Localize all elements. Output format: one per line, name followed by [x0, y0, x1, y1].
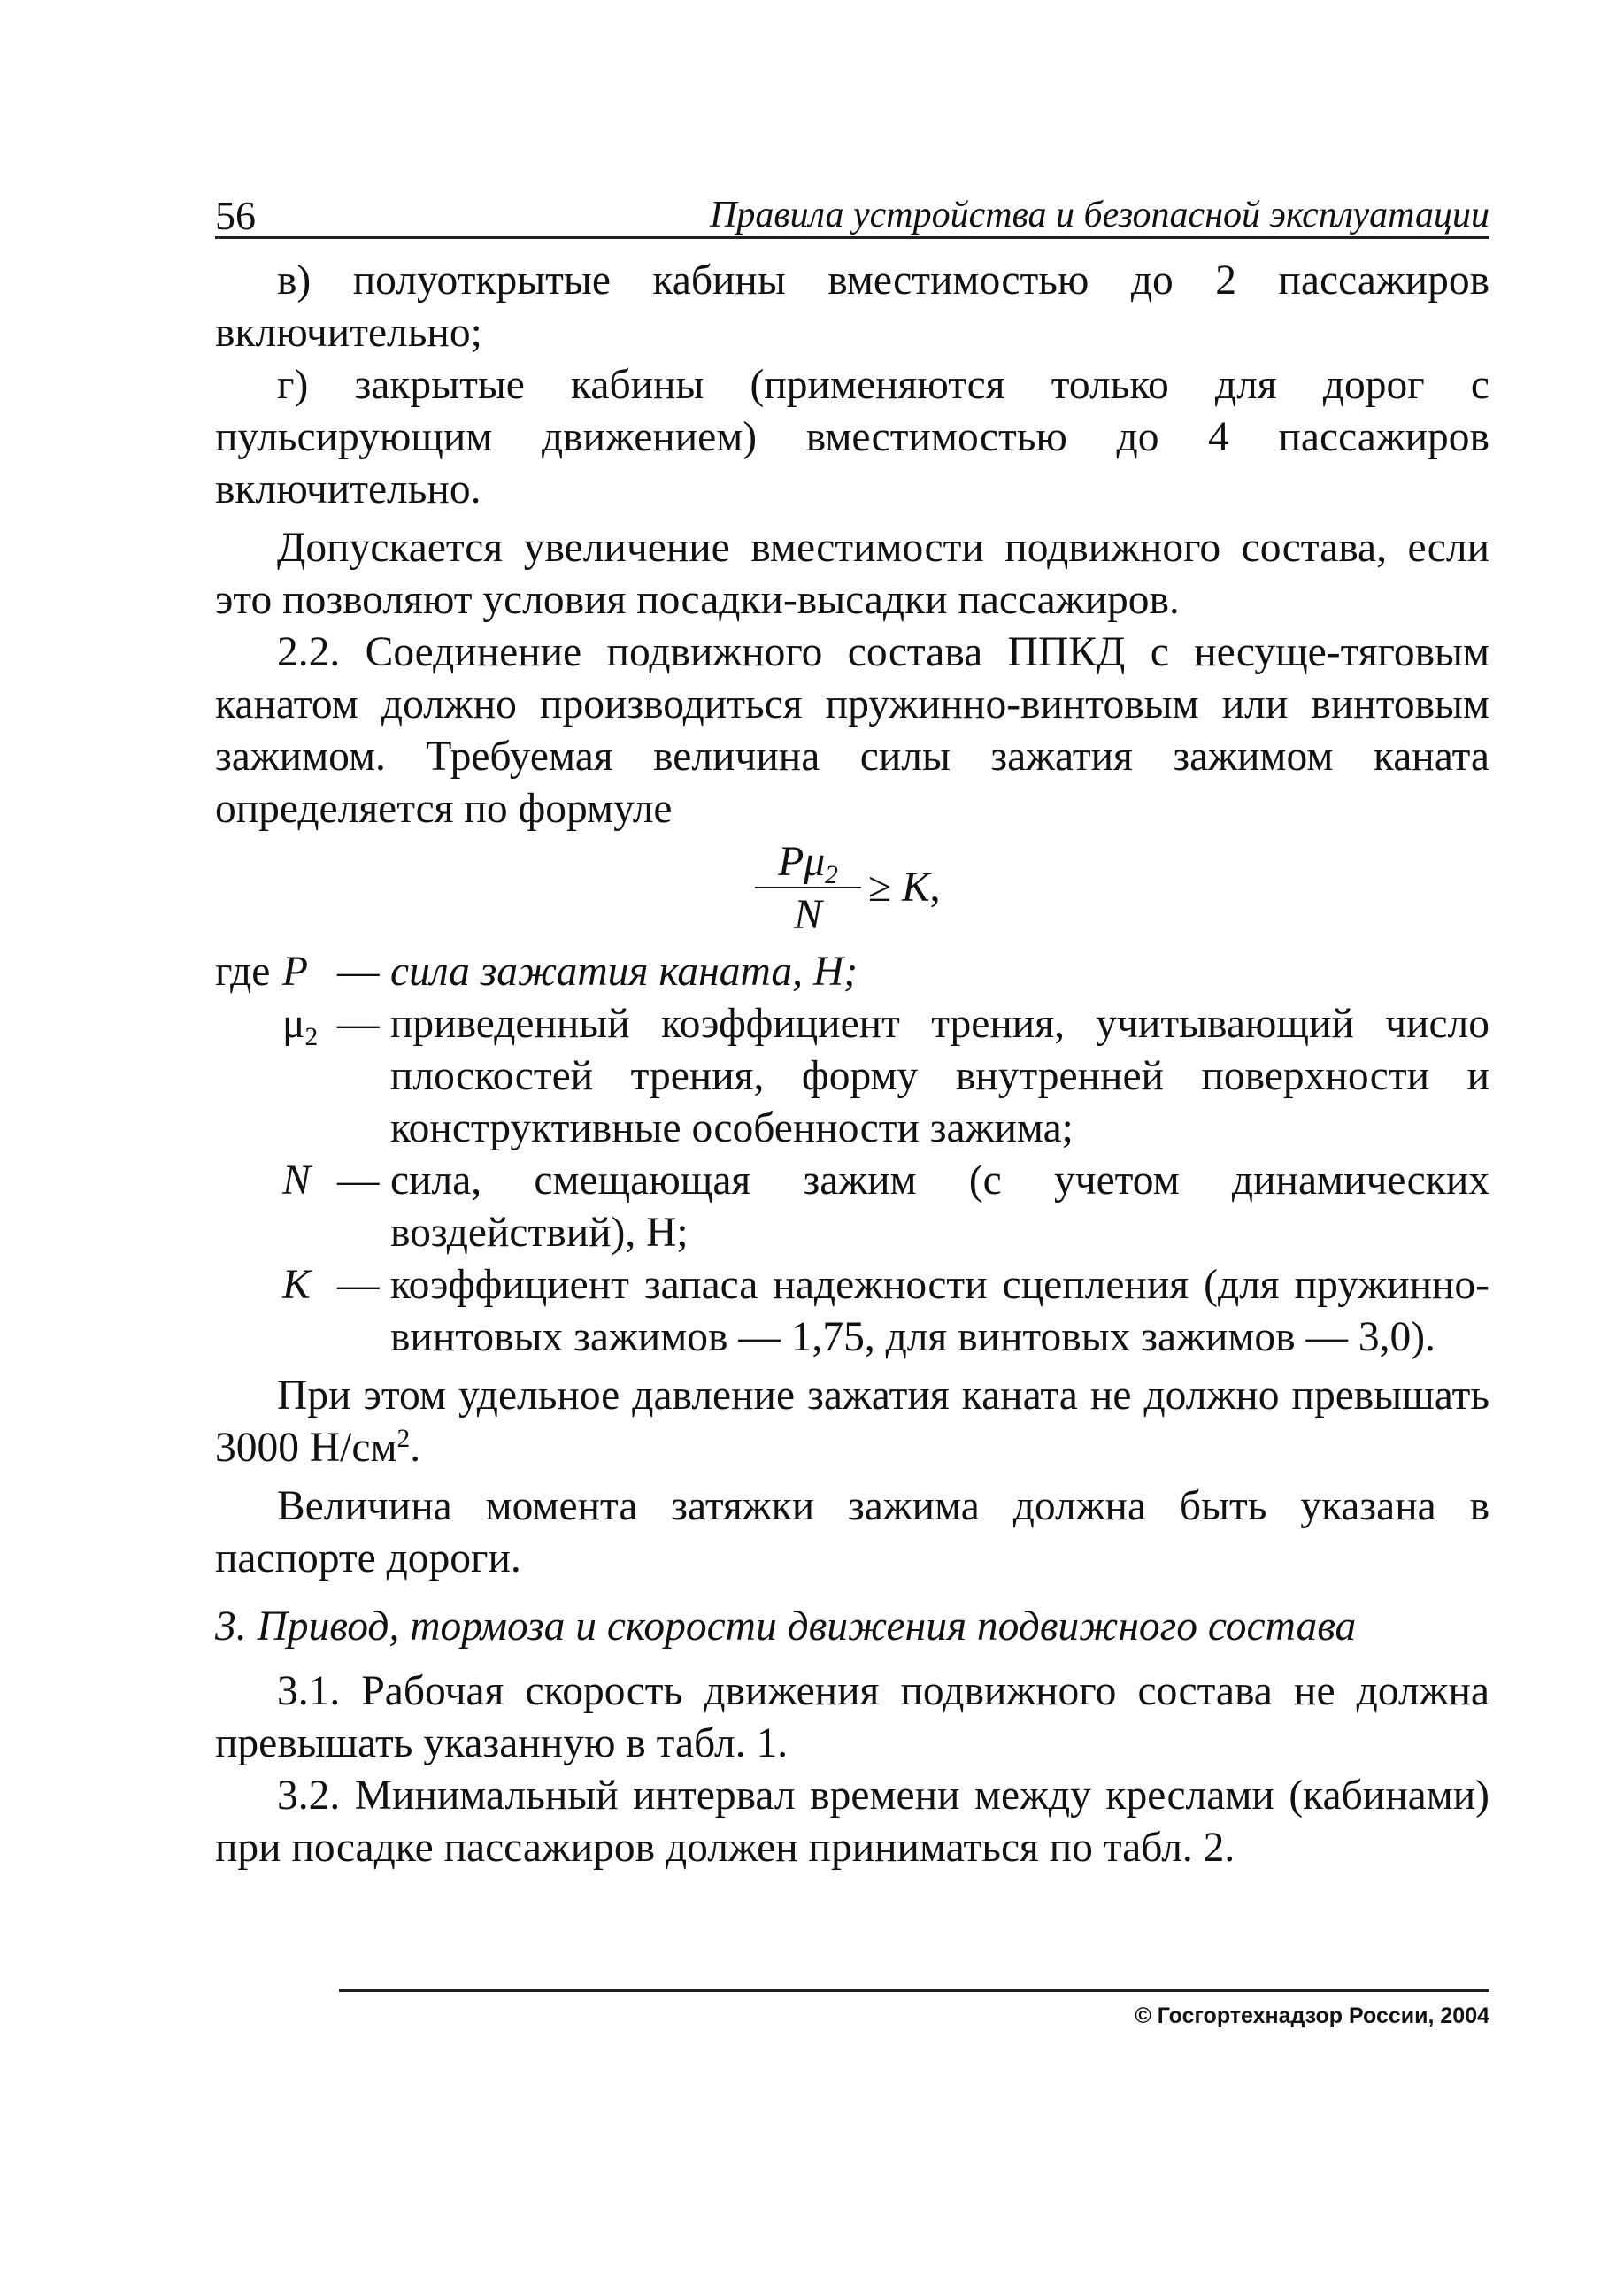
definition-symbol: $\mu_2$: [282, 1001, 319, 1051]
body-text: [215, 255, 1489, 1874]
paragraph-3-2: 3.2. Минимальный интервал времени между креслами (кабинами) при посадке пассажиров должен приниматься по табл. 2.: [215, 1773, 1489, 1871]
definition-lead: где: [215, 949, 271, 995]
definition-k: K — коэффициент запаса надежности сцепления (для пружинно-винтовых зажимов — 1,75, для винтовых зажимов — 3,0).: [215, 1259, 1489, 1364]
definition-text: коэффициент запаса надежности сцепления (для пружинно-винтовых зажимов — 1,75, для винтовых зажимов — 3,0).: [390, 1262, 1489, 1360]
definition-n: N — сила, смещающая зажим (с учетом динамических воздействий), Н;: [215, 1155, 1489, 1259]
definition-text: сила зажатия каната, Н;: [390, 949, 858, 995]
variable-definitions: [215, 946, 1489, 1364]
book-page: [215, 0, 1489, 2292]
paragraph-3-1: 3.1. Рабочая скорость движения подвижного состава не должна превышать указанную в табл. 1.: [215, 1668, 1489, 1766]
formula: [215, 835, 1489, 946]
formula-denominator: N: [794, 892, 822, 938]
definition-symbol: K: [282, 1262, 311, 1308]
page-header: [215, 190, 1489, 239]
page-number: 56: [215, 193, 256, 238]
definition-p: где P — сила зажатия каната, Н;: [215, 946, 1489, 998]
definition-text: сила, смещающая зажим (с учетом динамических воздействий), Н;: [390, 1158, 1489, 1256]
footer-copyright: © Госгортехнадзор России, 2004: [1135, 2004, 1489, 2028]
list-item-g: г) закрытые кабины (применяются только для дорог с пульсирующим движением) вместимостью до 4 пассажиров включительно.: [215, 362, 1489, 512]
paragraph-pressure: При этом удельное давление зажатия каната не должно превышать 3000 $Н/см^2$.: [215, 1373, 1489, 1471]
formula-numerator: $P\mu_2$: [755, 837, 861, 888]
list-item-v: в) полуоткрытые кабины вместимостью до 2 пассажиров включительно;: [215, 258, 1489, 356]
formula-inequality: ≥ K,: [868, 865, 941, 911]
running-title: Правила устройства и безопасной эксплуатации: [710, 195, 1489, 235]
formula-fraction: [755, 837, 861, 942]
definition-mu2: $\mu_2$ — приведенный коэффициент трения, учитывающий число плоскостей трения, форму внутренней поверхности и конструктивные особенности зажима;: [215, 998, 1489, 1155]
definition-text: приведенный коэффициент трения, учитывающий число плоскостей трения, форму внутренней поверхности и конструктивные особенности зажима;: [390, 1001, 1489, 1151]
section-3-title: 3. Привод, тормоза и скорости движения подвижного состава: [215, 1604, 1357, 1650]
paragraph-torque: Величина момента затяжки зажима должна быть указана в паспорте дороги.: [215, 1483, 1489, 1581]
paragraph-2-2: 2.2. Соединение подвижного состава ППКД с несуще-тяговым канатом должно производиться пружинно-винтовым или винтовым зажимом. Требуемая величина силы зажатия зажимом каната определяется по формуле: [215, 629, 1489, 832]
footer-divider: [339, 1989, 1489, 1992]
definition-symbol: P: [282, 949, 309, 995]
paragraph-capacity: Допускается увеличение вместимости подвижного состава, если это позволяют условия посадки-высадки пассажиров.: [215, 525, 1489, 623]
definition-symbol: N: [282, 1158, 311, 1204]
